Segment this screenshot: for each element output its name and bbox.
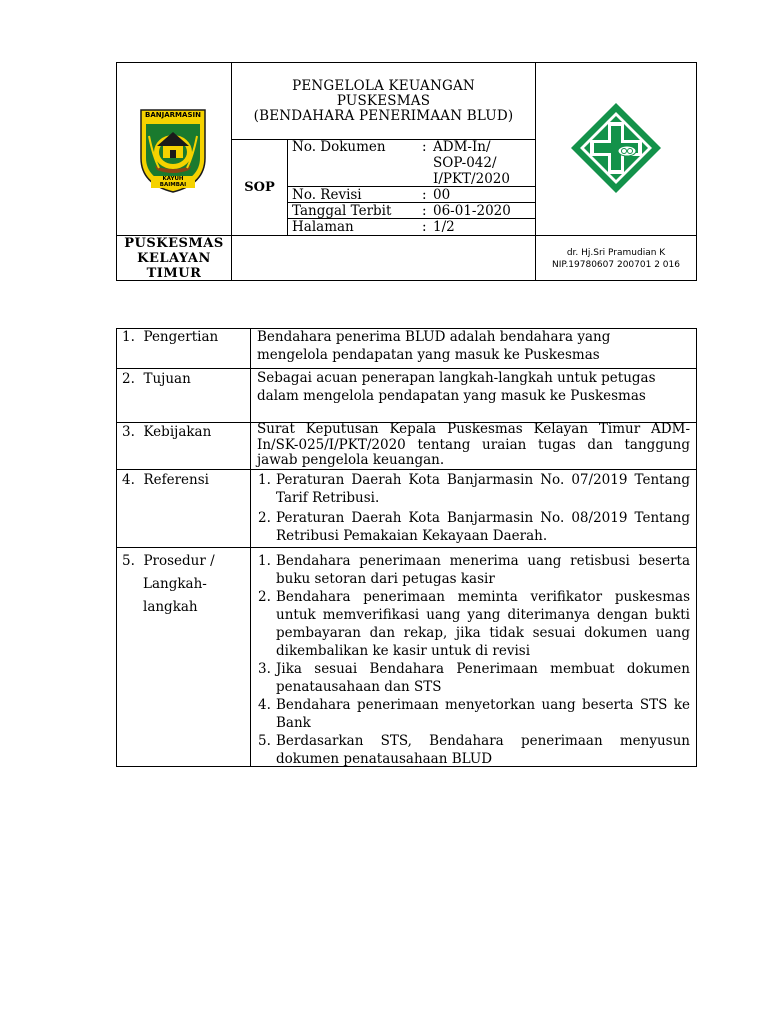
- field-halaman-sep: :: [422, 219, 427, 235]
- list-item-text: Peraturan Daerah Kota Banjarmasin No. 07/2019 Tentang Tarif Retribusi.: [276, 472, 690, 506]
- list-item-number: 3.: [258, 661, 271, 677]
- section-3-label: 3. Kebijakan: [122, 424, 212, 440]
- signatory-name: dr. Hj.Sri Pramudian K: [566, 248, 666, 258]
- list-item: [252, 552, 690, 588]
- section-5-list: [252, 552, 690, 768]
- section-4-label: 4. Referensi: [122, 472, 209, 488]
- institution-line-2: KELAYAN: [137, 251, 211, 266]
- section-3-text: Surat Keputusan Kepala Puskesmas Kelayan Timur ADM-In/SK-025/I/PKT/2020 tentang uraian tugas dan tanggung jawab pengelola keuangan.: [257, 421, 690, 468]
- puskesmas-cross-logo: [568, 100, 664, 196]
- no-dokumen-line-1: ADM-In/: [433, 139, 491, 155]
- institution-line-1: PUSKESMAS: [124, 236, 224, 251]
- field-halaman-label: Halaman: [292, 219, 354, 235]
- section-2-text: Sebagai acuan penerapan langkah-langkah untuk petugas dalam mengelola pendapatan yang masuk ke Puskesmas: [257, 370, 656, 404]
- field-tanggal-terbit-value: 06-01-2020: [433, 203, 511, 219]
- list-item-text: Bendahara penerimaan menyetorkan uang beserta STS ke Bank: [276, 697, 690, 731]
- document-title: [232, 79, 535, 124]
- institution-name: [117, 236, 231, 281]
- list-item-text: Jika sesuai Bendahara Penerimaan membuat dokumen penatausahaan dan STS: [276, 661, 690, 695]
- section-5-label: [122, 550, 215, 619]
- list-item: [252, 509, 690, 545]
- sop-label: SOP: [244, 180, 275, 195]
- section-5-label-line-1: 5. Prosedur /: [122, 553, 215, 569]
- signatory-block: [536, 247, 696, 271]
- field-no-dokumen-label: No. Dokumen: [292, 139, 386, 155]
- list-item-number: 1.: [258, 472, 271, 488]
- title-line-2: PUSKESMAS: [336, 93, 431, 109]
- no-dokumen-line-2: SOP-042/: [433, 155, 497, 171]
- list-item-number: 2.: [258, 510, 271, 526]
- list-item-text: Bendahara penerimaan meminta verifikator puskesmas untuk memverifikasi uang yang diterimanya dengan bukti pembayaran dan rekap, jika tidak sesuai dokumen uang dikembalikan ke kasir untuk di revisi: [276, 589, 690, 659]
- list-item-number: 1.: [258, 553, 271, 569]
- section-5-label-line-2: Langkah-: [143, 576, 207, 592]
- list-item-text: Berdasarkan STS, Bendahara penerimaan menyusun dokumen penatausahaan BLUD: [276, 733, 690, 767]
- field-no-revisi-value: 00: [433, 187, 451, 203]
- title-line-1: PENGELOLA KEUANGAN: [292, 78, 475, 94]
- signatory-nip: NIP.19780607 200701 2 016: [552, 260, 680, 270]
- banjarmasin-crest-logo: [137, 106, 209, 194]
- list-item: [252, 732, 690, 768]
- crest-text-bottom: KAYUH BAIMBAI: [151, 176, 195, 188]
- list-item-number: 5.: [258, 733, 271, 749]
- section-1-label: 1. Pengertian: [122, 329, 219, 345]
- section-5-label-line-3: langkah: [143, 599, 198, 615]
- list-item-number: 4.: [258, 697, 271, 713]
- list-item: [252, 471, 690, 507]
- list-item-text: Bendahara penerimaan menerima uang retisbusi beserta buku setoran dari petugas kasir: [276, 553, 690, 587]
- list-item: [252, 696, 690, 732]
- list-item: [252, 588, 690, 660]
- field-no-dokumen-sep: :: [422, 139, 427, 155]
- section-4-list: [252, 471, 690, 545]
- field-halaman-value: 1/2: [433, 219, 455, 235]
- crest-text-top: BANJARMASIN: [145, 111, 201, 119]
- section-1-text: Bendahara penerima BLUD adalah bendahara yang mengelola pendapatan yang masuk ke Puskesmas: [257, 329, 611, 363]
- field-no-dokumen-value: [433, 139, 510, 187]
- institution-line-3: TIMUR: [146, 266, 202, 281]
- list-item: [252, 660, 690, 696]
- list-item-text: Peraturan Daerah Kota Banjarmasin No. 08/2019 Tentang Retribusi Pemakaian Kekayaan Daerah.: [276, 510, 690, 544]
- field-tanggal-terbit-label: Tanggal Terbit: [292, 203, 392, 219]
- field-no-revisi-sep: :: [422, 187, 427, 203]
- field-no-revisi-label: No. Revisi: [292, 187, 362, 203]
- no-dokumen-line-3: I/PKT/2020: [433, 171, 510, 187]
- title-line-3: (BENDAHARA PENERIMAAN BLUD): [253, 108, 514, 124]
- section-2-label: 2. Tujuan: [122, 371, 191, 387]
- list-item-number: 2.: [258, 589, 271, 605]
- field-tanggal-terbit-sep: :: [422, 203, 427, 219]
